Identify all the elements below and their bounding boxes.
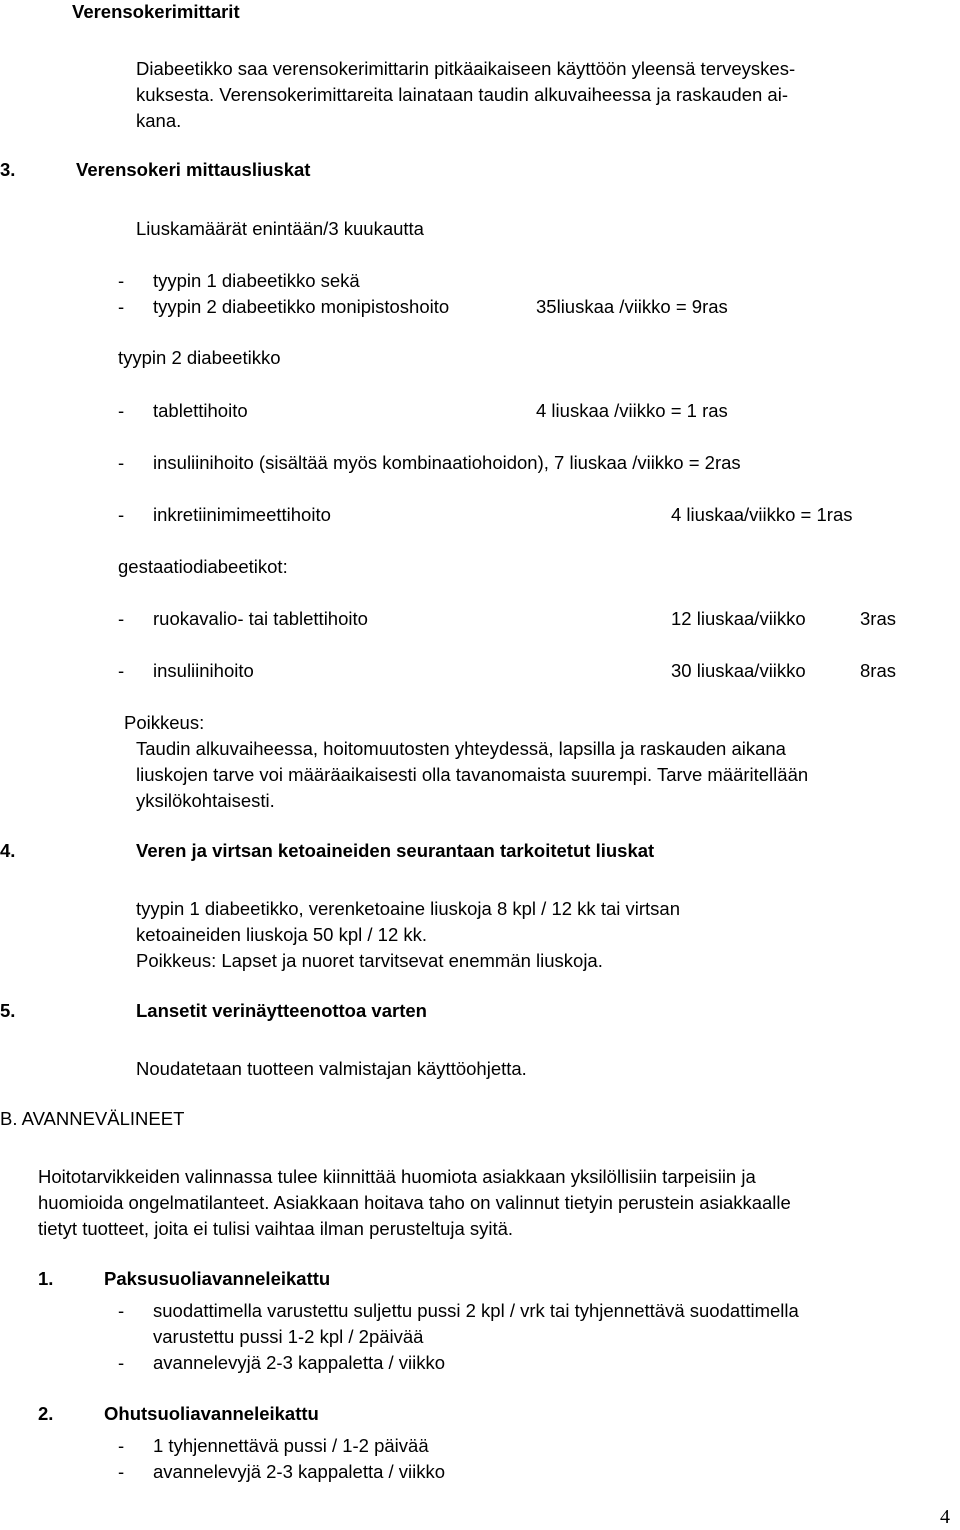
section-5-title: Lansetit verinäytteenottoa varten xyxy=(136,1000,427,1021)
section-5-number: 5. xyxy=(0,1000,16,1021)
section-3-title: Verensokeri mittausliuskat xyxy=(76,159,311,180)
gest-insulin-amount: 30 liuskaa/viikko xyxy=(671,660,806,681)
lancet-line: Noudatetaan tuotteen valmistajan käyttöohjetta. xyxy=(136,1058,527,1079)
ketone-line: ketoaineiden liuskoja 50 kpl / 12 kk. xyxy=(136,924,428,945)
list-item-continuation: varustettu pussi 1-2 kpl / 2päivää xyxy=(153,1326,424,1347)
type2-heading: tyypin 2 diabeetikko xyxy=(118,347,281,368)
exception-line: yksilökohtaisesti. xyxy=(136,790,275,811)
list-dash: - xyxy=(118,270,125,291)
exception-line: Taudin alkuvaiheessa, hoitomuutosten yhteydessä, lapsilla ja raskauden aikana xyxy=(136,738,786,759)
ketone-line: Poikkeus: Lapset ja nuoret tarvitsevat enemmän liuskoja. xyxy=(136,950,603,971)
paragraph-line: kana. xyxy=(136,110,182,131)
type2-multi-amount: 35liuskaa /viikko = 9ras xyxy=(536,296,728,317)
incretin-amount: 4 liuskaa/viikko = 1ras xyxy=(671,504,853,525)
colostomy-title: Paksusuoliavanneleikattu xyxy=(104,1268,331,1289)
list-dash: - xyxy=(118,296,125,317)
gest-insulin-times: 8ras xyxy=(860,660,896,681)
type2-multi-label: tyypin 2 diabeetikko monipistoshoito xyxy=(153,296,450,317)
list-item: 1 tyhjennettävä pussi / 1-2 päivää xyxy=(153,1435,429,1456)
type1-label: tyypin 1 diabeetikko sekä xyxy=(153,270,360,291)
list-dash: - xyxy=(118,452,125,473)
page-number: 4 xyxy=(940,1506,950,1528)
tablet-amount: 4 liuskaa /viikko = 1 ras xyxy=(536,400,728,421)
list-dash: - xyxy=(118,660,125,681)
list-dash: - xyxy=(118,1435,125,1456)
heading-avannevalineet: B. AVANNEVÄLINEET xyxy=(0,1108,185,1129)
heading-verensokerimittarit: Verensokerimittarit xyxy=(72,1,240,22)
paragraph-line: Hoitotarvikkeiden valinnassa tulee kiinnittää huomiota asiakkaan yksilöllisiin tarpeisiin ja xyxy=(38,1166,756,1187)
gest-insulin-label: insuliinihoito xyxy=(153,660,254,681)
ileostomy-number: 2. xyxy=(38,1403,54,1424)
list-dash: - xyxy=(118,504,125,525)
colostomy-number: 1. xyxy=(38,1268,54,1289)
list-item: suodattimella varustettu suljettu pussi 2 kpl / vrk tai tyhjennettävä suodattimella xyxy=(153,1300,799,1321)
gest-diet-label: ruokavalio- tai tablettihoito xyxy=(153,608,368,629)
list-dash: - xyxy=(118,608,125,629)
gest-diet-times: 3ras xyxy=(860,608,896,629)
insulin-label: insuliinihoito (sisältää myös kombinaatiohoidon), 7 liuskaa /viikko = 2ras xyxy=(153,452,741,473)
section-4-number: 4. xyxy=(0,840,16,861)
exception-line: liuskojen tarve voi määräaikaisesti olla tavanomaista suurempi. Tarve määritellään xyxy=(136,764,809,785)
gestational-heading: gestaatiodiabeetikot: xyxy=(118,556,288,577)
list-item: avannelevyjä 2-3 kappaletta / viikko xyxy=(153,1352,446,1373)
ileostomy-title: Ohutsuoliavanneleikattu xyxy=(104,1403,319,1424)
exception-label: Poikkeus: xyxy=(124,712,205,733)
section-3-number: 3. xyxy=(0,159,16,180)
strip-limit-intro: Liuskamäärät enintään/3 kuukautta xyxy=(136,218,424,239)
gest-diet-amount: 12 liuskaa/viikko xyxy=(671,608,806,629)
list-item: avannelevyjä 2-3 kappaletta / viikko xyxy=(153,1461,446,1482)
ketone-line: tyypin 1 diabeetikko, verenketoaine liuskoja 8 kpl / 12 kk tai virtsan xyxy=(136,898,680,919)
section-4-title: Veren ja virtsan ketoaineiden seurantaan tarkoitetut liuskat xyxy=(136,840,655,861)
paragraph-line: Diabeetikko saa verensokerimittarin pitkäaikaiseen käyttöön yleensä terveyskes- xyxy=(136,58,796,79)
list-dash: - xyxy=(118,1352,125,1373)
paragraph-line: huomioida ongelmatilanteet. Asiakkaan hoitava taho on valinnut tietyin perustein asiakkaalle xyxy=(38,1192,791,1213)
list-dash: - xyxy=(118,1461,125,1482)
list-dash: - xyxy=(118,1300,125,1321)
tablet-label: tablettihoito xyxy=(153,400,248,421)
paragraph-line: kuksesta. Verensokerimittareita lainataan taudin alkuvaiheessa ja raskauden ai- xyxy=(136,84,788,105)
list-dash: - xyxy=(118,400,125,421)
paragraph-line: tietyt tuotteet, joita ei tulisi vaihtaa ilman perusteltuja syitä. xyxy=(38,1218,514,1239)
incretin-label: inkretiinimimeettihoito xyxy=(153,504,331,525)
